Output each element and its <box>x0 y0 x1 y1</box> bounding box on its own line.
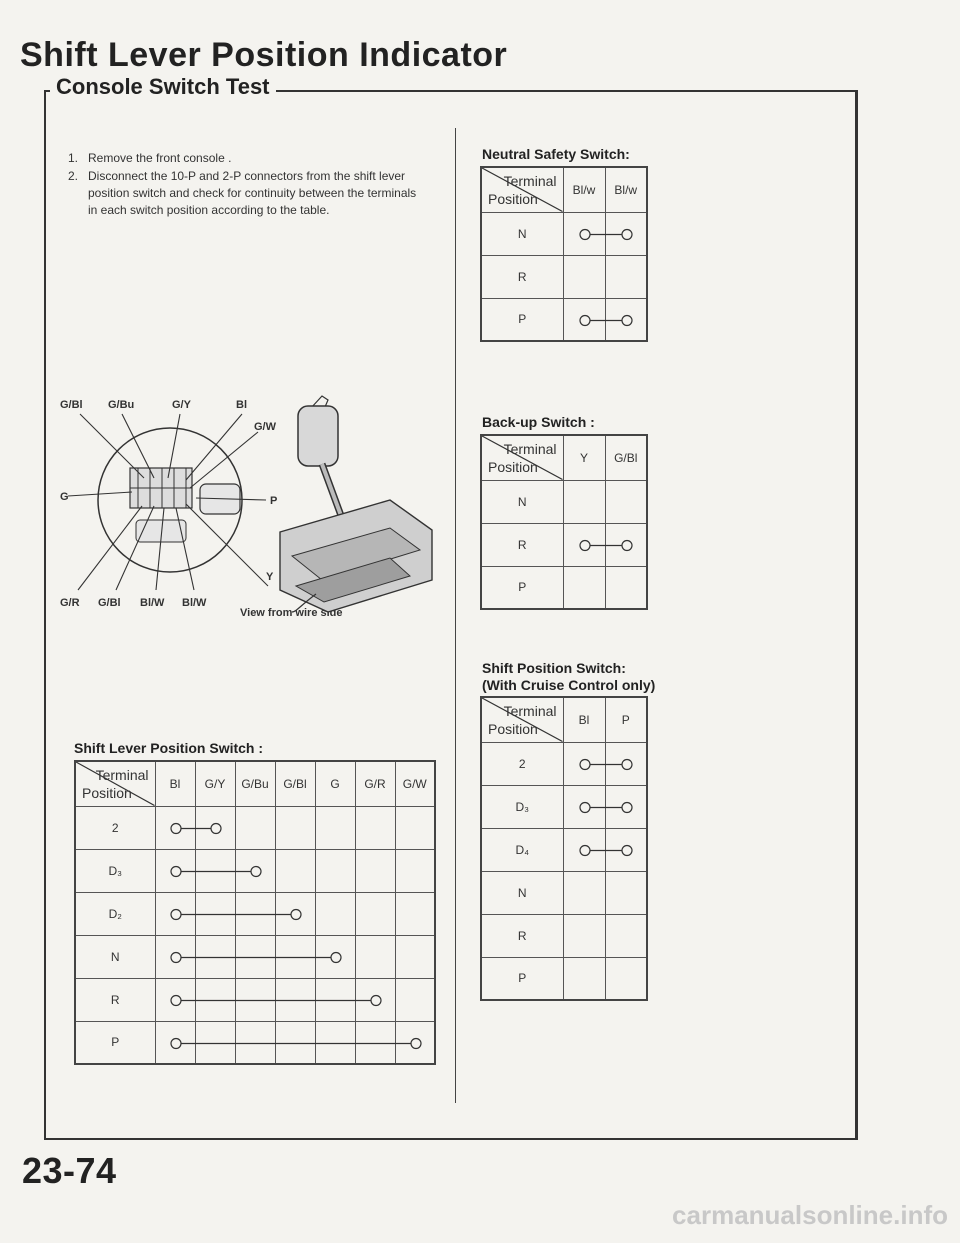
continuity-cell <box>195 892 235 935</box>
position-cell: 2 <box>75 806 155 849</box>
header-corner-cell <box>75 761 155 806</box>
position-label: Position <box>488 190 538 207</box>
terminal-header: G/Bl <box>605 435 647 480</box>
position-cell: 2 <box>481 742 563 785</box>
terminal-header: G/R <box>355 761 395 806</box>
continuity-cell <box>395 978 435 1021</box>
continuity-cell <box>563 742 605 785</box>
continuity-cell <box>235 806 275 849</box>
terminal-header: G/Y <box>195 761 235 806</box>
page-number: 23-74 <box>22 1150 117 1191</box>
position-label: Position <box>488 458 538 475</box>
continuity-cell <box>355 1021 395 1064</box>
step-text: Disconnect the 10-P and 2-P connectors from the shift lever position switch and check for continuity between the terminals in each switch position according to the table. <box>88 169 417 217</box>
continuity-cell <box>605 255 647 298</box>
wire-label: G/Y <box>172 399 191 411</box>
header-corner-cell <box>481 435 563 480</box>
continuity-cell <box>275 1021 315 1064</box>
continuity-cell <box>605 212 647 255</box>
header-corner-cell <box>481 167 563 212</box>
continuity-cell <box>563 255 605 298</box>
backup-caption: Back-up Switch : <box>482 414 595 430</box>
continuity-cell <box>155 935 195 978</box>
position-cell: P <box>481 298 563 341</box>
table-row <box>481 871 647 914</box>
table-row <box>481 566 647 609</box>
continuity-terminal-circle <box>580 229 590 239</box>
continuity-cell <box>235 1021 275 1064</box>
shift-position-subcaption: (With Cruise Control only) <box>482 677 656 693</box>
continuity-cell <box>605 828 647 871</box>
wire-label: G/Bl <box>60 399 83 411</box>
continuity-cell <box>155 892 195 935</box>
continuity-cell <box>605 480 647 523</box>
terminal-header: Y <box>563 435 605 480</box>
position-label: Position <box>488 720 538 737</box>
table-row <box>481 828 647 871</box>
continuity-cell <box>605 914 647 957</box>
terminal-label: Terminal <box>503 703 557 719</box>
position-cell: P <box>481 957 563 1000</box>
continuity-cell <box>275 935 315 978</box>
header-row <box>75 761 435 806</box>
continuity-cell <box>355 849 395 892</box>
table-row <box>481 480 647 523</box>
continuity-cell <box>195 806 235 849</box>
terminal-label: Terminal <box>95 767 149 783</box>
continuity-cell <box>563 914 605 957</box>
position-cell: D₄ <box>481 828 563 871</box>
continuity-terminal-circle <box>171 952 181 962</box>
continuity-cell <box>395 849 435 892</box>
continuity-cell <box>563 785 605 828</box>
position-cell: N <box>481 212 563 255</box>
view-caption: View from wire side <box>240 607 343 619</box>
continuity-cell <box>355 892 395 935</box>
table-row <box>481 957 647 1000</box>
continuity-terminal-circle <box>171 1038 181 1048</box>
continuity-cell <box>563 566 605 609</box>
table-row <box>75 978 435 1021</box>
shift-lever-table <box>74 760 436 1065</box>
position-cell: D₂ <box>75 892 155 935</box>
continuity-cell <box>395 1021 435 1064</box>
terminal-header: Bl/w <box>605 167 647 212</box>
procedure-step <box>68 150 428 167</box>
header-row <box>481 697 647 742</box>
backup-table <box>480 434 648 610</box>
position-cell: R <box>481 914 563 957</box>
continuity-cell <box>235 892 275 935</box>
neutral-safety-caption: Neutral Safety Switch: <box>482 146 630 162</box>
continuity-cell <box>563 828 605 871</box>
continuity-cell <box>275 978 315 1021</box>
terminal-header: Bl <box>563 697 605 742</box>
step-number: 1. <box>68 151 79 165</box>
continuity-cell <box>563 957 605 1000</box>
terminal-header: P <box>605 697 647 742</box>
terminal-label: Terminal <box>503 441 557 457</box>
terminal-header: G/Bu <box>235 761 275 806</box>
continuity-cell <box>315 806 355 849</box>
continuity-terminal-circle <box>580 845 590 855</box>
table-row <box>481 523 647 566</box>
continuity-cell <box>395 806 435 849</box>
position-cell: R <box>481 255 563 298</box>
continuity-cell <box>275 892 315 935</box>
continuity-terminal-circle <box>580 759 590 769</box>
procedure-steps <box>68 150 428 220</box>
shift-lever-caption: Shift Lever Position Switch : <box>74 740 264 756</box>
shift-position-caption: Shift Position Switch: <box>482 660 626 676</box>
wire-label: Bl <box>236 399 247 411</box>
continuity-cell <box>235 978 275 1021</box>
continuity-terminal-circle <box>171 823 181 833</box>
continuity-cell <box>563 523 605 566</box>
terminal-header: G <box>315 761 355 806</box>
continuity-cell <box>395 892 435 935</box>
continuity-cell <box>315 935 355 978</box>
wire-label: Bl/W <box>140 597 165 609</box>
continuity-cell <box>235 935 275 978</box>
position-cell: R <box>481 523 563 566</box>
wire-label: G/Bl <box>98 597 121 609</box>
position-cell: P <box>75 1021 155 1064</box>
table-row <box>75 935 435 978</box>
continuity-cell <box>355 978 395 1021</box>
table-row <box>481 742 647 785</box>
shift-position-table <box>480 696 648 1001</box>
continuity-cell <box>395 935 435 978</box>
continuity-cell <box>605 523 647 566</box>
connector-diagram <box>60 380 440 680</box>
continuity-terminal-circle <box>171 995 181 1005</box>
wire-label: G/Bu <box>108 399 135 411</box>
wire-label: G/R <box>60 597 80 609</box>
continuity-terminal-circle <box>580 315 590 325</box>
table-row <box>481 785 647 828</box>
wire-label: Y <box>266 571 274 583</box>
continuity-cell <box>563 871 605 914</box>
header-row <box>481 167 647 212</box>
continuity-terminal-circle <box>580 540 590 550</box>
position-cell: N <box>481 480 563 523</box>
header-row <box>481 435 647 480</box>
continuity-cell <box>315 892 355 935</box>
table-row <box>481 298 647 341</box>
watermark-text: carmanualsonline.info <box>672 1200 948 1230</box>
position-cell: N <box>75 935 155 978</box>
position-cell: D₃ <box>481 785 563 828</box>
continuity-cell <box>315 1021 355 1064</box>
continuity-cell <box>563 212 605 255</box>
neutral-safety-table <box>480 166 648 342</box>
position-label: Position <box>82 784 132 801</box>
continuity-cell <box>235 849 275 892</box>
wire-label: G/W <box>254 421 276 433</box>
shift-lever-illustration <box>280 396 432 612</box>
continuity-cell <box>563 298 605 341</box>
position-cell: D₃ <box>75 849 155 892</box>
header-corner-cell <box>481 697 563 742</box>
table-row <box>75 806 435 849</box>
wire-label: Bl/W <box>182 597 207 609</box>
wire-label: P <box>270 495 278 507</box>
table-row <box>75 1021 435 1064</box>
column-divider <box>455 128 456 1103</box>
table-row <box>75 892 435 935</box>
continuity-cell <box>195 978 235 1021</box>
step-number: 2. <box>68 169 79 183</box>
continuity-cell <box>563 480 605 523</box>
continuity-cell <box>155 1021 195 1064</box>
procedure-step <box>68 168 428 219</box>
continuity-cell <box>155 978 195 1021</box>
continuity-cell <box>155 849 195 892</box>
continuity-cell <box>195 1021 235 1064</box>
continuity-cell <box>605 566 647 609</box>
page-title: Shift Lever Position Indicator <box>20 36 508 74</box>
continuity-cell <box>275 806 315 849</box>
terminal-header: G/W <box>395 761 435 806</box>
continuity-terminal-circle <box>171 866 181 876</box>
terminal-header: Bl <box>155 761 195 806</box>
continuity-cell <box>605 785 647 828</box>
continuity-cell <box>605 742 647 785</box>
continuity-cell <box>315 978 355 1021</box>
position-cell: N <box>481 871 563 914</box>
step-text: Remove the front console . <box>88 151 232 165</box>
continuity-terminal-circle <box>580 802 590 812</box>
continuity-cell <box>275 849 315 892</box>
section-title: Console Switch Test <box>50 74 276 100</box>
continuity-cell <box>195 849 235 892</box>
continuity-cell <box>315 849 355 892</box>
continuity-cell <box>605 298 647 341</box>
position-cell: P <box>481 566 563 609</box>
continuity-cell <box>355 935 395 978</box>
continuity-cell <box>605 957 647 1000</box>
wire-label: G <box>60 491 69 503</box>
table-row <box>481 914 647 957</box>
continuity-cell <box>195 935 235 978</box>
continuity-cell <box>355 806 395 849</box>
table-row <box>75 849 435 892</box>
terminal-header: G/Bl <box>275 761 315 806</box>
position-cell: R <box>75 978 155 1021</box>
continuity-terminal-circle <box>171 909 181 919</box>
table-row <box>481 255 647 298</box>
terminal-label: Terminal <box>503 173 557 189</box>
terminal-header: Bl/w <box>563 167 605 212</box>
table-row <box>481 212 647 255</box>
continuity-cell <box>155 806 195 849</box>
continuity-cell <box>605 871 647 914</box>
